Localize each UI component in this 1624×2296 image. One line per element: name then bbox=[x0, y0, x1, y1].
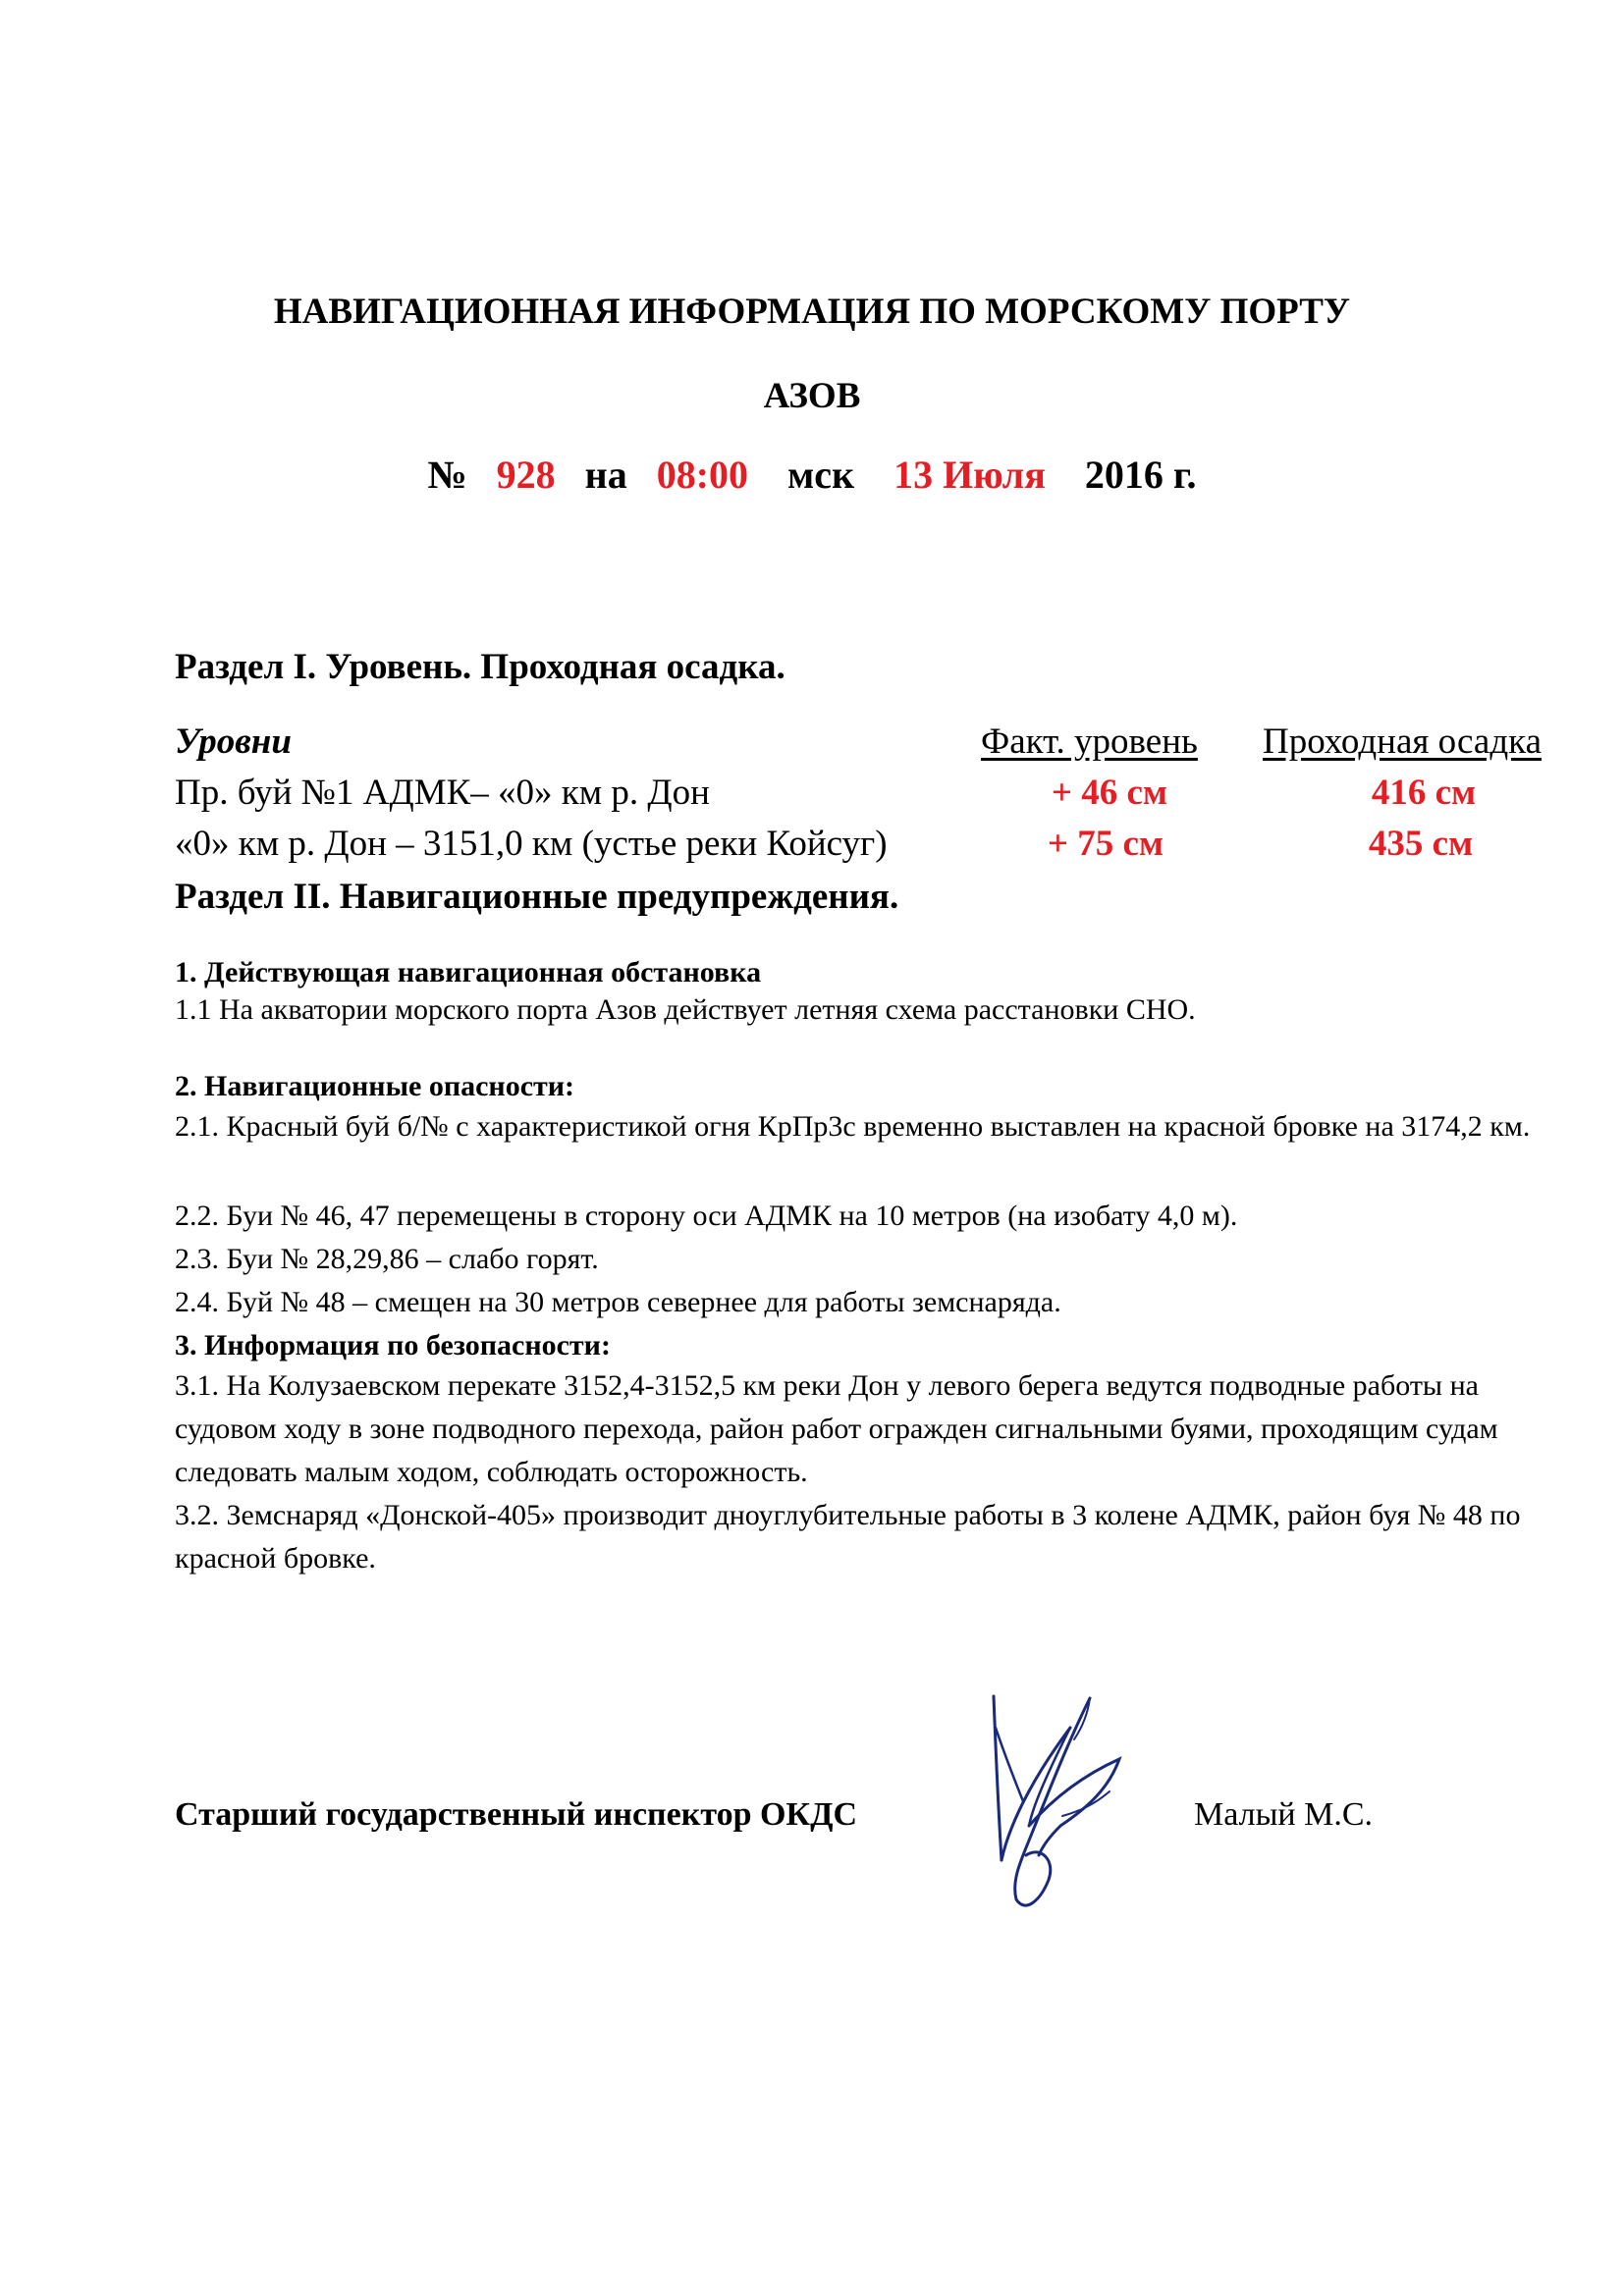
sub2-item-3: 2.3. Буи № 28,29,86 – слабо горят. bbox=[175, 1243, 599, 1275]
bulletin-date: 13 Июля bbox=[893, 453, 1046, 497]
document-title: НАВИГАЦИОННАЯ ИНФОРМАЦИЯ ПО МОРСКОМУ ПОРТУ bbox=[273, 292, 1351, 332]
sub2-item-4: 2.4. Буй № 48 – смещен на 30 метров севернее для работы земснаряда. bbox=[175, 1286, 1061, 1318]
sub1-item-1: 1.1 На акватории морского порта Азов действует летняя схема расстановки СНО. bbox=[175, 993, 1196, 1026]
sub1-heading: 1. Действующая навигационная обстановка bbox=[175, 956, 762, 988]
level-row-1-fact: + 46 см bbox=[1051, 773, 1168, 813]
bulletin-time: 08:00 bbox=[656, 453, 749, 497]
sub2-item-1: 2.1. Красный буй б/№ с характеристикой огня КрПр3с временно выставлен на красной бровке на 3174,2 км. bbox=[175, 1110, 1531, 1143]
level-row-2-fact: + 75 см bbox=[1047, 824, 1164, 864]
bulletin-number-line bbox=[0, 452, 1624, 498]
bulletin-number: 928 bbox=[496, 453, 556, 497]
signatory-name: Малый М.С. bbox=[1194, 1796, 1374, 1833]
sub3-heading: 3. Информация по безопасности: bbox=[175, 1329, 611, 1362]
handwritten-signature-icon bbox=[972, 1688, 1149, 1914]
col-passing-draft: Проходная осадка bbox=[1263, 721, 1543, 762]
signatory-role: Старший государственный инспектор ОКДС bbox=[175, 1796, 858, 1833]
sub2-item-2: 2.2. Буи № 46, 47 перемещены в сторону оси АДМК на 10 метров (на изобату 4,0 м). bbox=[175, 1200, 1238, 1232]
bulletin-year: 2016 г. bbox=[1084, 453, 1197, 497]
level-row-2-draft: 435 см bbox=[1368, 824, 1474, 864]
level-row-2-label: «0» км р. Дон – 3151,0 км (устье реки Койсуг) bbox=[175, 824, 888, 864]
section1-heading: Раздел I. Уровень. Проходная осадка. bbox=[175, 647, 785, 687]
number-sign: № bbox=[427, 453, 467, 497]
timezone-label: мск bbox=[787, 453, 855, 497]
sub3-item-2: 3.2. Земснаряд «Донской-405» производит дноуглубительные работы в 3 колене АДМК, район буя № 48 по красной бровке. bbox=[175, 1499, 1521, 1575]
level-row-1-draft: 416 см bbox=[1371, 773, 1477, 813]
sub3-item-1: 3.1. На Колузаевском перекате 3152,4-3152,5 км реки Дон у левого берега ведутся подводные работы на судовом ходу в зоне подводного перехода, район работ огражден сигнальными буями, проходящим судам следовать малым ходом, соблюдать осторожность. bbox=[175, 1369, 1498, 1488]
level-row-1-label: Пр. буй №1 АДМК– «0» км р. Дон bbox=[175, 773, 710, 813]
section2-heading: Раздел II. Навигационные предупреждения. bbox=[175, 877, 899, 917]
port-name: АЗОВ bbox=[763, 376, 861, 416]
levels-label: Уровни bbox=[175, 721, 292, 762]
sub2-heading: 2. Навигационные опасности: bbox=[175, 1070, 575, 1102]
on-label: на bbox=[584, 453, 627, 497]
col-fact-level: Факт. уровень bbox=[981, 721, 1198, 762]
